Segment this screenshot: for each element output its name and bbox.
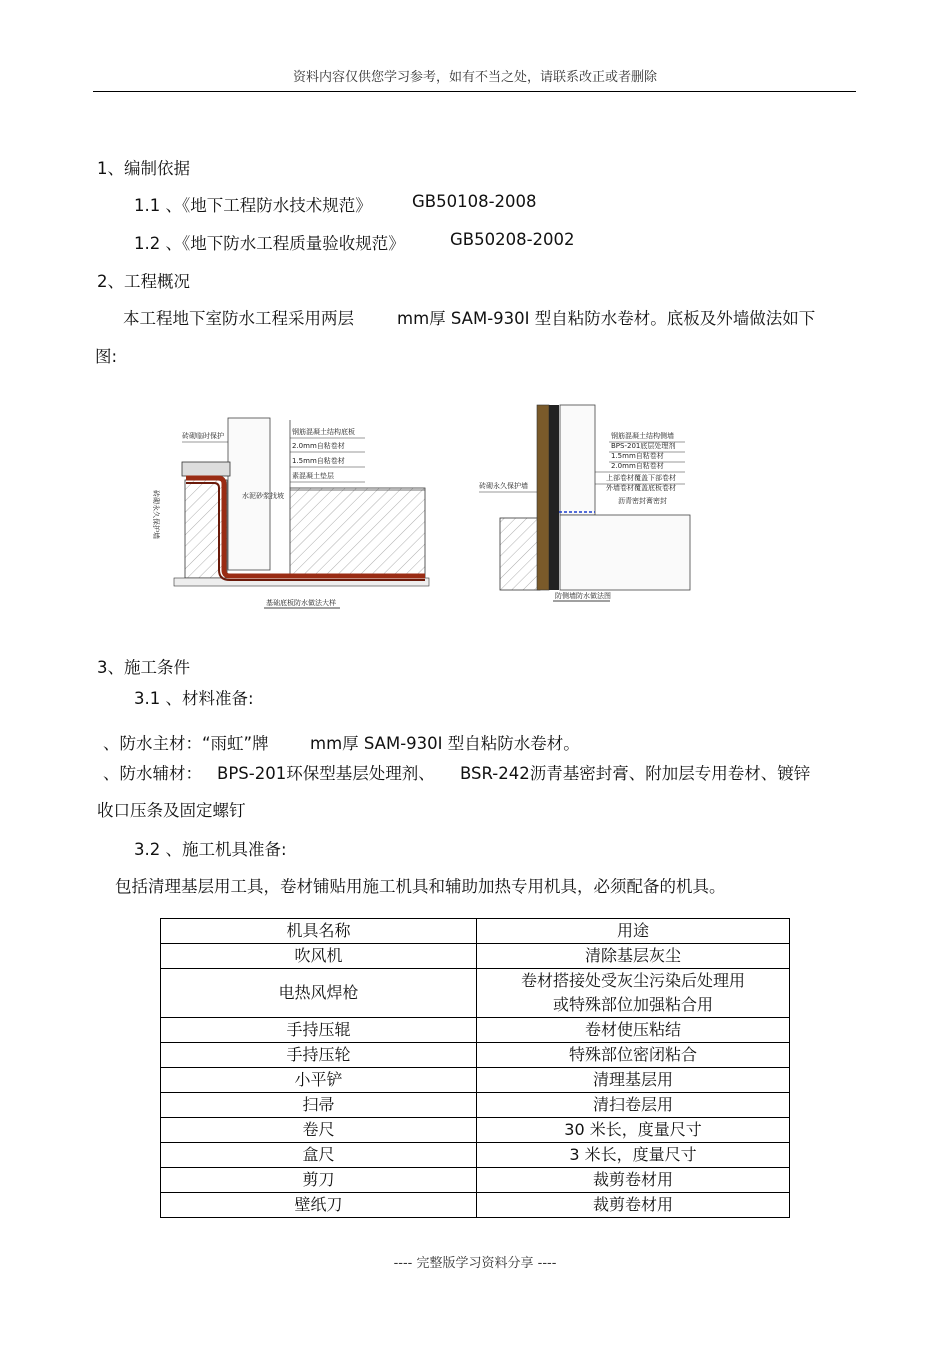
materials-title: 3.1 、材料准备: [134, 689, 254, 708]
header-rule [93, 91, 856, 92]
label-permanent-wall: 砖砌永久保护墙 [152, 490, 160, 539]
label-side-wall: 钢筋混凝土结构侧墙 [611, 432, 674, 440]
table-cell: 裁剪卷材用 [477, 1193, 790, 1218]
label-membrane-1-5mm-r: 1.5mm自粘卷材 [611, 452, 664, 460]
tools-title: 3.2 、施工机具准备: [134, 840, 287, 859]
table-row [161, 1093, 790, 1118]
table-cell: 剪刀 [161, 1168, 477, 1193]
table-row [161, 1193, 790, 1218]
main-material-b: mm厚 SAM-930Ⅰ 型自粘防水卷材。 [310, 734, 580, 753]
overview-text-b: mm厚 SAM-930Ⅰ 型自粘防水卷材。底板及外墙做法如下 [397, 309, 816, 328]
label-membrane-2mm-r: 2.0mm自粘卷材 [611, 462, 664, 470]
table-row [161, 1043, 790, 1068]
label-membrane-2mm: 2.0mm自粘卷材 [292, 442, 345, 450]
main-material-a: 、防水主材：“雨虹”牌 [103, 734, 269, 753]
table-cell: 清扫卷层用 [477, 1093, 790, 1118]
ref-1-code: GB50108-2008 [412, 192, 537, 211]
label-sealant: 沥青密封膏密封 [618, 497, 667, 505]
table-row [161, 1018, 790, 1043]
wall-waterproof-diagram [475, 400, 700, 605]
aux-material-b: BPS-201环保型基层处理剂、 [217, 764, 435, 783]
section-1-title: 1、编制依据 [97, 159, 190, 178]
label-upper-lap: 上部卷材覆盖下部卷材 [606, 474, 676, 482]
figure-right-caption: 防侧墙防水做法图 [555, 592, 611, 600]
table-cell: 卷材搭接处受灰尘污染后处理用 或特殊部位加强粘合用 [477, 969, 790, 1018]
table-cell: 小平铲 [161, 1068, 477, 1093]
section-3-title: 3、施工条件 [97, 658, 190, 677]
table-cell: 盒尺 [161, 1143, 477, 1168]
label-wall-lap: 外墙卷材覆盖底板卷材 [606, 484, 676, 492]
table-cell: 30 米长，度量尺寸 [477, 1118, 790, 1143]
label-membrane-1-5mm: 1.5mm自粘卷材 [292, 457, 345, 465]
ref-2-code: GB50208-2002 [450, 230, 575, 249]
table-cell: 扫帚 [161, 1093, 477, 1118]
table-cell: 卷材使压粘结 [477, 1018, 790, 1043]
table-cell: 手持压轮 [161, 1043, 477, 1068]
ref-1-title: 1.1 、《地下工程防水技术规范》 [134, 196, 372, 215]
aux-material-d: 收口压条及固定螺钉 [97, 801, 246, 820]
table-row [161, 969, 790, 1018]
label-perm-wall-r: 砖砌永久保护墙 [479, 482, 528, 490]
label-mortar-slope: 水泥砂浆找坡 [242, 492, 284, 500]
table-cell: 吹风机 [161, 944, 477, 969]
page-footer: ---- 完整版学习资料分享 ---- [393, 1256, 557, 1271]
table-row [161, 1118, 790, 1143]
floor-waterproof-diagram [140, 410, 440, 615]
table-header-cell: 用途 [477, 919, 790, 944]
figure-left-caption: 基础底板防水做法大样 [266, 599, 336, 607]
aux-material-c: BSR-242沥青基密封膏、附加层专用卷材、镀锌 [460, 764, 811, 783]
table-row [161, 1168, 790, 1193]
label-slab: 钢筋混凝土结构底板 [292, 428, 355, 436]
table-cell: 电热风焊枪 [161, 969, 477, 1018]
table-header-row [161, 919, 790, 944]
table-cell: 清理基层用 [477, 1068, 790, 1093]
table-cell: 3 米长，度量尺寸 [477, 1143, 790, 1168]
table-cell: 手持压辊 [161, 1018, 477, 1043]
ref-2-title: 1.2 、《地下防水工程质量验收规范》 [134, 234, 405, 253]
table-cell: 卷尺 [161, 1118, 477, 1143]
tools-table [160, 918, 790, 1218]
table-cell: 壁纸刀 [161, 1193, 477, 1218]
table-cell: 清除基层灰尘 [477, 944, 790, 969]
table-cell: 特殊部位密闭粘合 [477, 1043, 790, 1068]
section-2-title: 2、工程概况 [97, 272, 190, 291]
overview-text-c: 图: [95, 347, 118, 366]
table-cell: 裁剪卷材用 [477, 1168, 790, 1193]
table-header-cell: 机具名称 [161, 919, 477, 944]
page-header: 资料内容仅供您学习参考，如有不当之处，请联系改正或者删除 [292, 70, 657, 85]
label-primer: BPS-201底层处理剂 [611, 442, 676, 450]
label-cushion: 素混凝土垫层 [292, 472, 334, 480]
table-row [161, 1068, 790, 1093]
tools-intro: 包括清理基层用工具，卷材铺贴用施工机具和辅助加热专用机具，必须配备的机具。 [115, 877, 726, 896]
table-row [161, 944, 790, 969]
overview-text-a: 本工程地下室防水工程采用两层 [123, 309, 354, 328]
table-row [161, 1143, 790, 1168]
aux-material-a: 、防水辅材： [103, 764, 202, 783]
label-temp-protect: 砖砌临时保护 [182, 432, 224, 440]
